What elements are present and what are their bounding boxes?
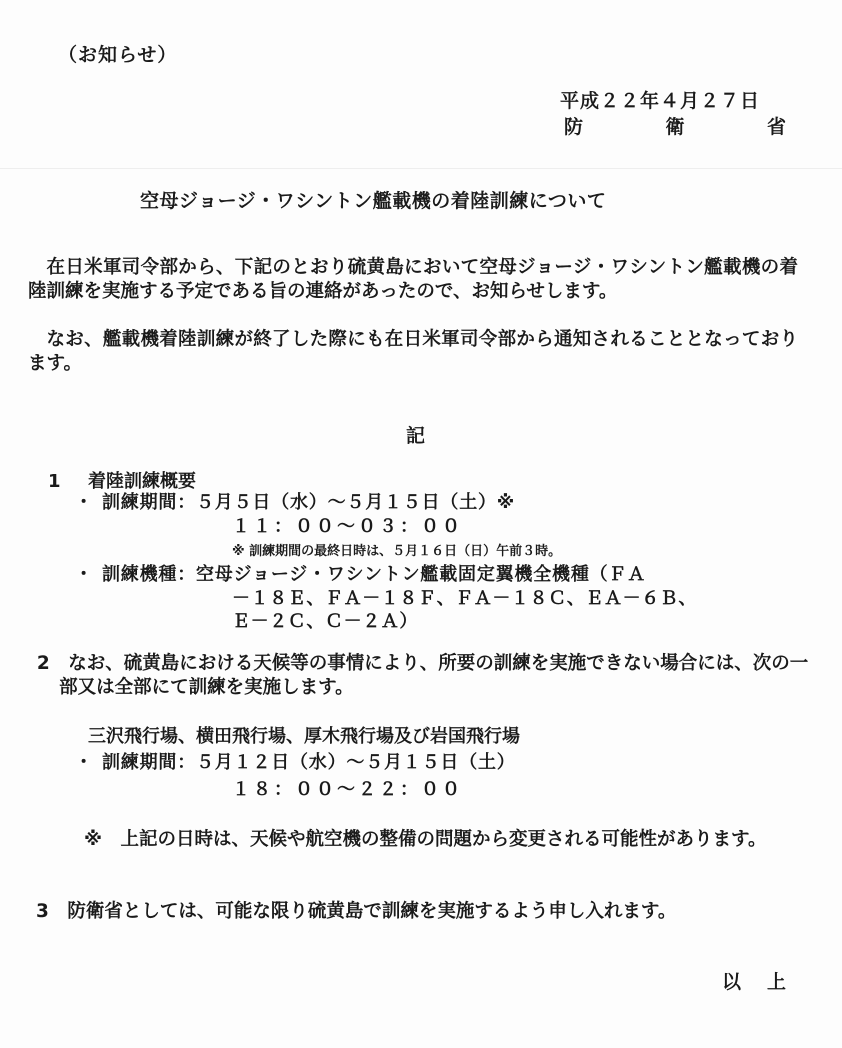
closing-char: 以	[722, 971, 742, 993]
period-label: 訓練期間：	[102, 752, 196, 773]
closing-mark	[722, 967, 786, 994]
intro-paragraph-2: なお、艦載機着陸訓練が終了した際にも在日米軍司令部から通知されることとなっております。	[28, 329, 798, 374]
schedule-change-note: ※ 上記の日時は、天候や航空機の整備の問題から変更される可能性があります。	[84, 829, 767, 850]
section-number: 2	[36, 653, 50, 674]
section-number: 1	[48, 471, 61, 492]
notice-label: （お知らせ）	[58, 44, 178, 66]
section-text: なお、硫黄島における天候等の事情により、所要の訓練を実施できない場合には、次の一部又は全部にて訓練を実施します。	[59, 653, 809, 698]
period-label: 訓練期間：	[102, 492, 196, 513]
issuer-char: 防	[564, 116, 584, 138]
period-value: ５月５日（水）～５月１５日（土）※	[196, 492, 516, 513]
period-time: １８：００～２２：００	[232, 779, 463, 800]
training-period-row	[66, 488, 515, 514]
airfield-list: 三沢飛行場、横田飛行場、厚木飛行場及び岩国飛行場	[88, 726, 520, 747]
section-number: 3	[36, 901, 49, 922]
aircraft-label: 訓練機種：	[102, 564, 196, 585]
aircraft-line: 空母ジョージ・ワシントン艦載固定翼機全機種（ＦＡ	[196, 564, 647, 585]
aircraft-row	[66, 560, 646, 586]
document-title: 空母ジョージ・ワシントン艦載機の着陸訓練について	[140, 190, 607, 212]
aircraft-line: －１８Ｅ、ＦＡ－１８Ｆ、ＦＡ－１８Ｃ、ＥＡ－６Ｂ、	[232, 588, 697, 609]
period-time: １１：００～０３：００	[232, 516, 463, 537]
period-note: ※ 訓練期間の最終日時は、５月１６日（日）午前３時。	[232, 544, 562, 559]
period-value: ５月１２日（水）～５月１５日（土）	[196, 752, 516, 773]
section-title: 着陸訓練概要	[88, 471, 196, 492]
section-2-paragraph	[36, 652, 809, 700]
intro-paragraph-1: 在日米軍司令部から、下記のとおり硫黄島において空母ジョージ・ワシントン艦載機の着陸訓練を実施する予定である旨の連絡があったので、お知らせします。	[28, 257, 798, 302]
ki-heading: 記	[406, 425, 426, 447]
issuer	[564, 112, 786, 139]
bullet: ・	[74, 752, 94, 773]
issue-date: 平成２２年４月２７日	[560, 90, 761, 112]
issuer-char: 省	[766, 116, 786, 138]
issuer-char: 衛	[665, 116, 685, 138]
bullet: ・	[74, 492, 94, 513]
section-text: 防衛省としては、可能な限り硫黄島で訓練を実施するよう申し入れます。	[67, 901, 677, 922]
closing-char: 上	[766, 971, 786, 993]
scan-artifact	[0, 168, 842, 169]
alt-training-period-row	[66, 748, 516, 774]
aircraft-line: Ｅ－２Ｃ、Ｃ－２Ａ）	[232, 611, 418, 632]
bullet: ・	[74, 564, 94, 585]
section-3-paragraph	[36, 900, 798, 924]
